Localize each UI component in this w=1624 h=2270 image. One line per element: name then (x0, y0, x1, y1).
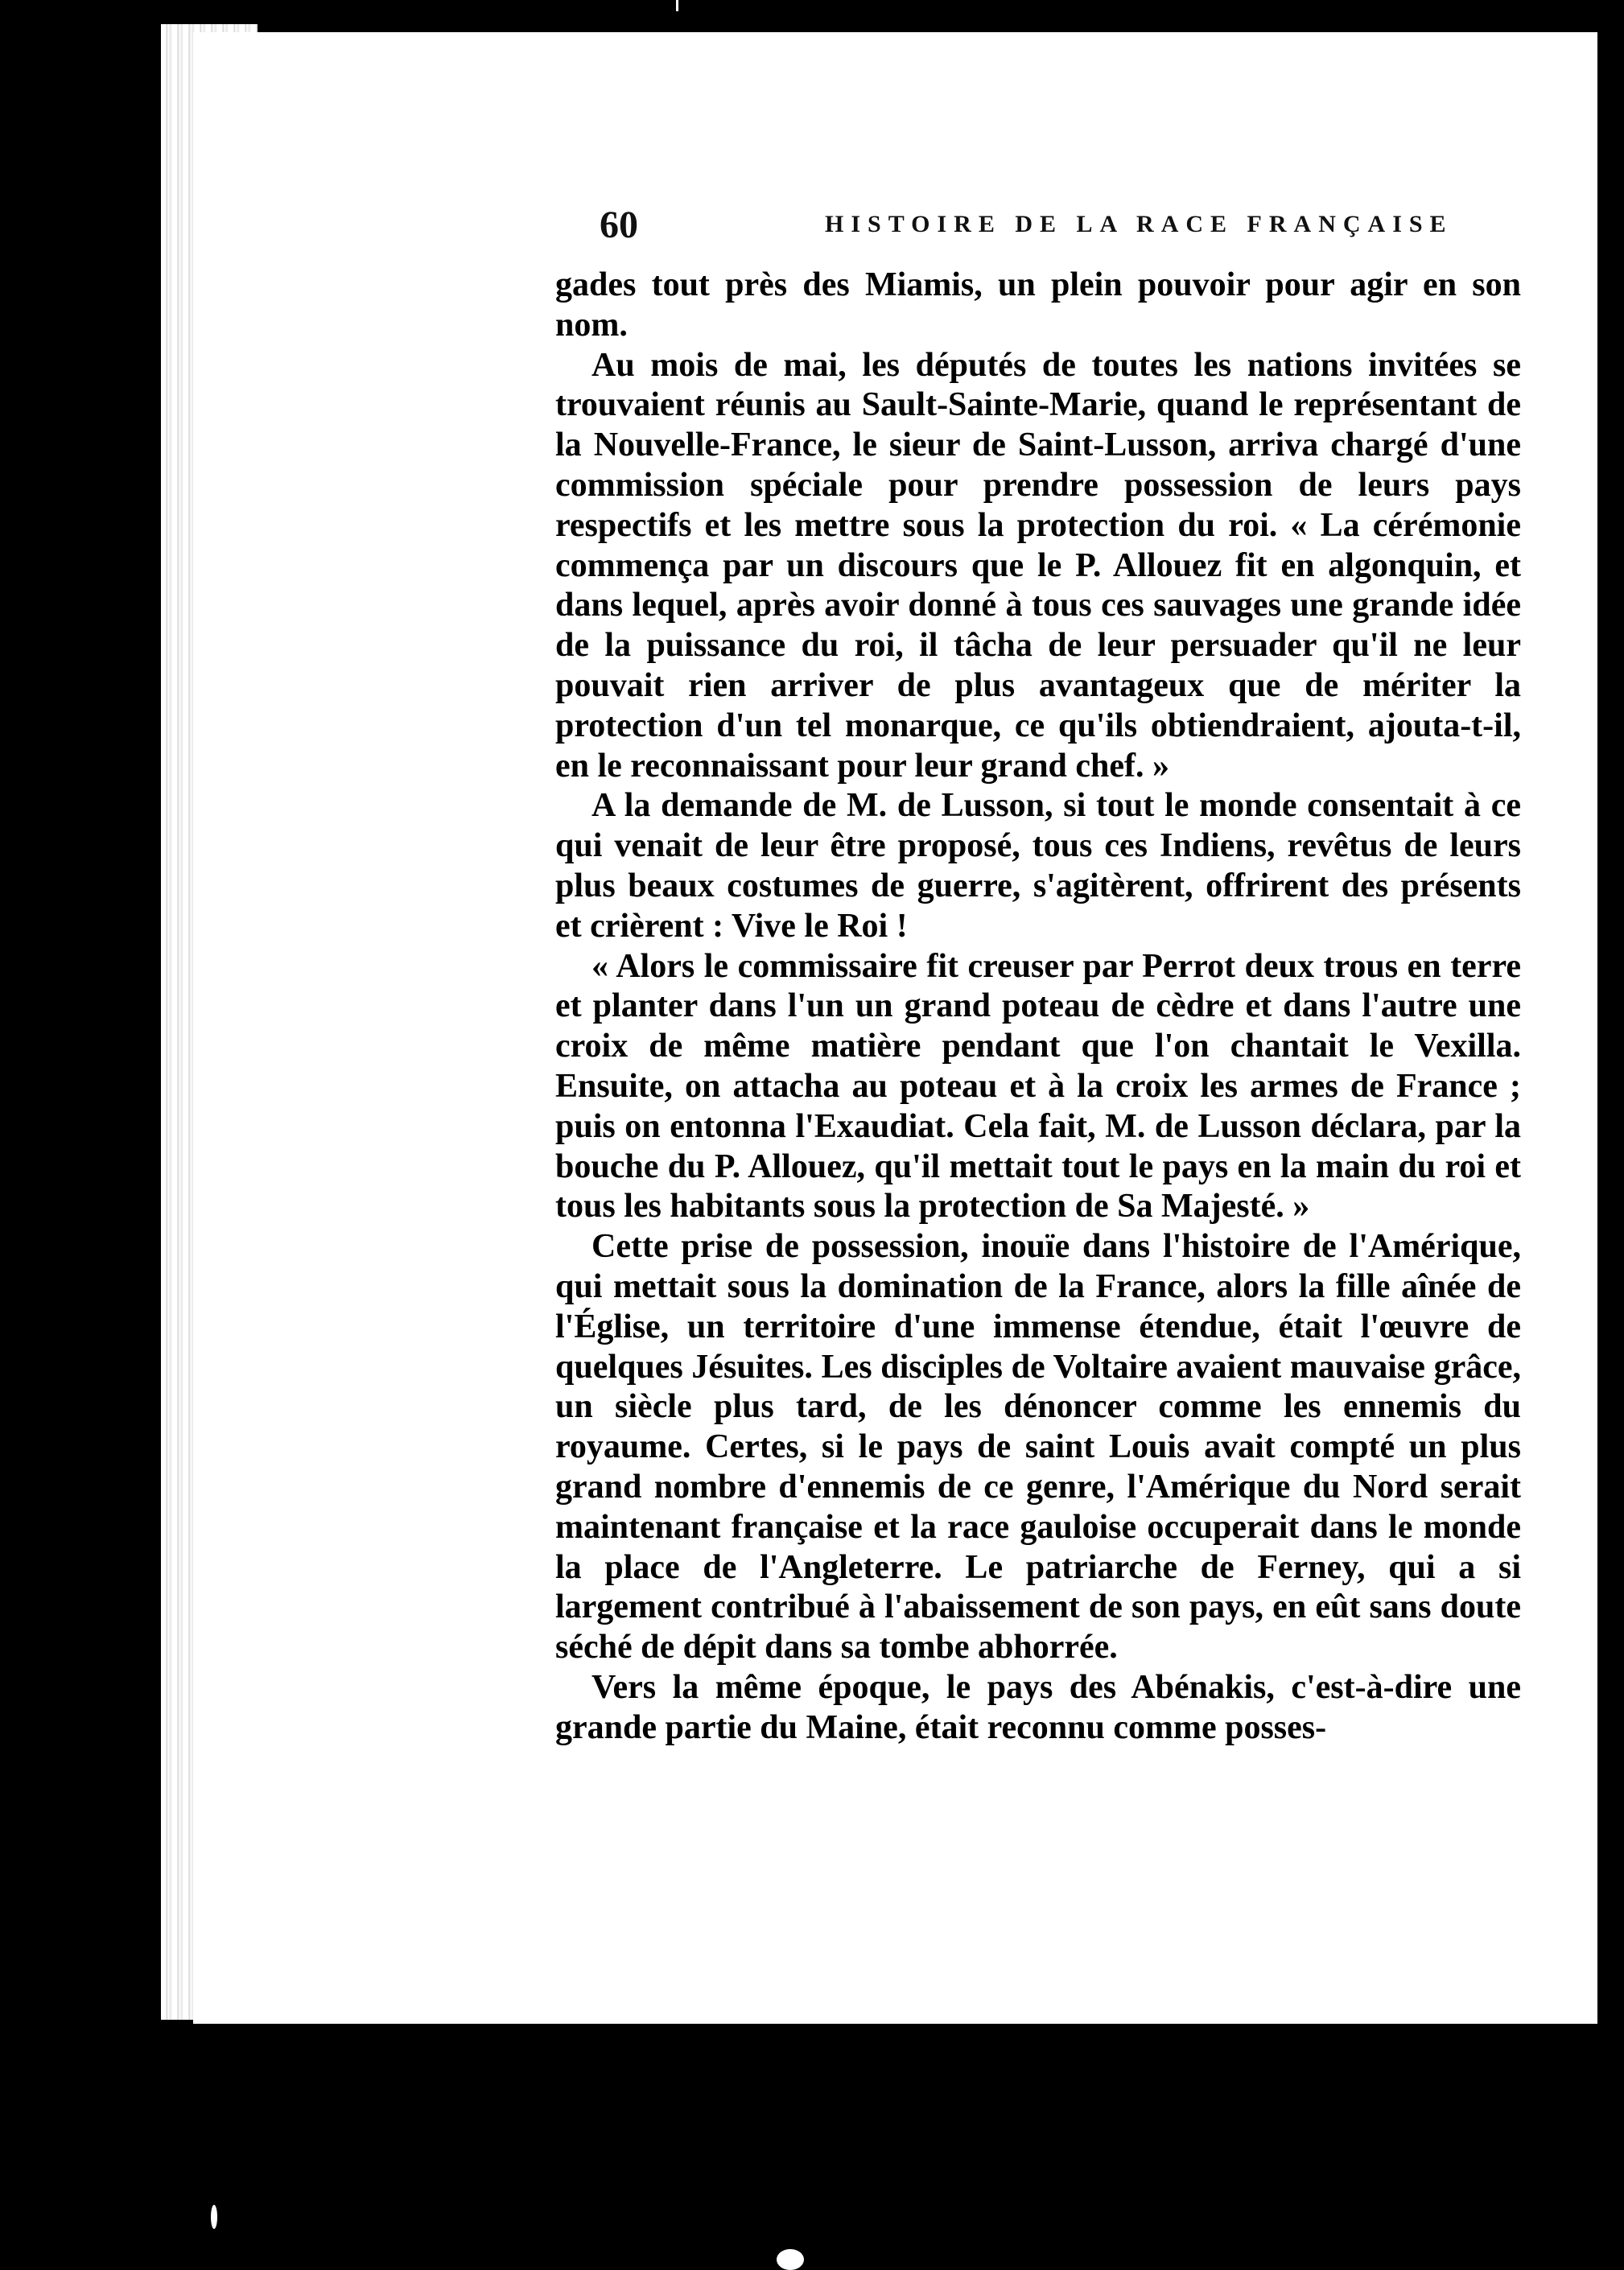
paragraph: A la demande de M. de Lusson, si tout le monde consentait à ce qui venait de leur être proposé, tous ces Indiens, revêtus de leurs plus beaux costumes de guerre, s'agitèrent, offrirent des présents et crièrent : Vive le Roi ! (555, 787, 1521, 945)
paragraph: Vers la même époque, le pays des Abénakis, c'est-à-dire une grande partie du Maine, était reconnu comme posses- (555, 1668, 1521, 1746)
page-number: 60 (600, 204, 638, 246)
running-head: HISTOIRE DE LA RACE FRANÇAISE (825, 211, 1453, 237)
scan-mark (676, 0, 678, 11)
paragraph: gades tout près des Miamis, un plein pouvoir pour agir en son nom. (555, 266, 1521, 344)
paragraph: « Alors le commissaire fit creuser par Perrot deux trous en terre et planter dans l'un un grand poteau de cèdre et dans l'autre une croix de même matière pendant que l'on chantait le Vexilla. Ensuite, on attacha au poteau et à la croix les armes de France ; puis on entonna l'Exaudiat. Cela fait, M. de Lusson déclara, par la bouche du P. Allouez, qu'il mettait tout le pays en la main du roi et tous les habitants sous la protection de Sa Majesté. » (555, 947, 1521, 1226)
paragraph: Cette prise de possession, inouïe dans l'histoire de l'Amérique, qui mettait sous la domination de la France, alors la fille aînée de l'Église, un territoire d'une immense étendue, était l'œuvre de quelques Jésuites. Les disciples de Voltaire avaient mauvaise grâce, un siècle plus tard, de les dénoncer comme les ennemis du royaume. Certes, si le pays de saint Louis avait compté un plus grand nombre d'ennemis de ce genre, l'Amérique du Nord serait maintenant française et la race gauloise occuperait dans le monde la place de l'Angleterre. Le patriarche de Ferney, qui a si largement contribué à l'abaissement de son pays, en eût sans doute séché de dépit dans sa tombe abhorrée. (555, 1228, 1521, 1666)
body-text (555, 266, 1521, 1748)
scan-speck (211, 2205, 217, 2229)
paragraph: Au mois de mai, les députés de toutes les nations invitées se trouvaient réunis au Sault-Sainte-Marie, quand le représentant de la Nouvelle-France, le sieur de Saint-Lusson, arriva chargé d'une commission spéciale pour prendre possession de leurs pays respectifs et les mettre sous la protection du roi. « La cérémonie commença par un discours que le P. Allouez fit en algonquin, et dans lequel, après avoir donné à tous ces sauvages une grande idée de la puissance du roi, il tâcha de leur persuader qu'il ne leur pouvait rien arriver de plus avantageux que de mériter la protection d'un tel monarque, ce qu'ils obtiendraient, ajouta-t-il, en le reconnaissant pour leur grand chef. » (555, 346, 1521, 785)
scan-speck (777, 2249, 804, 2270)
